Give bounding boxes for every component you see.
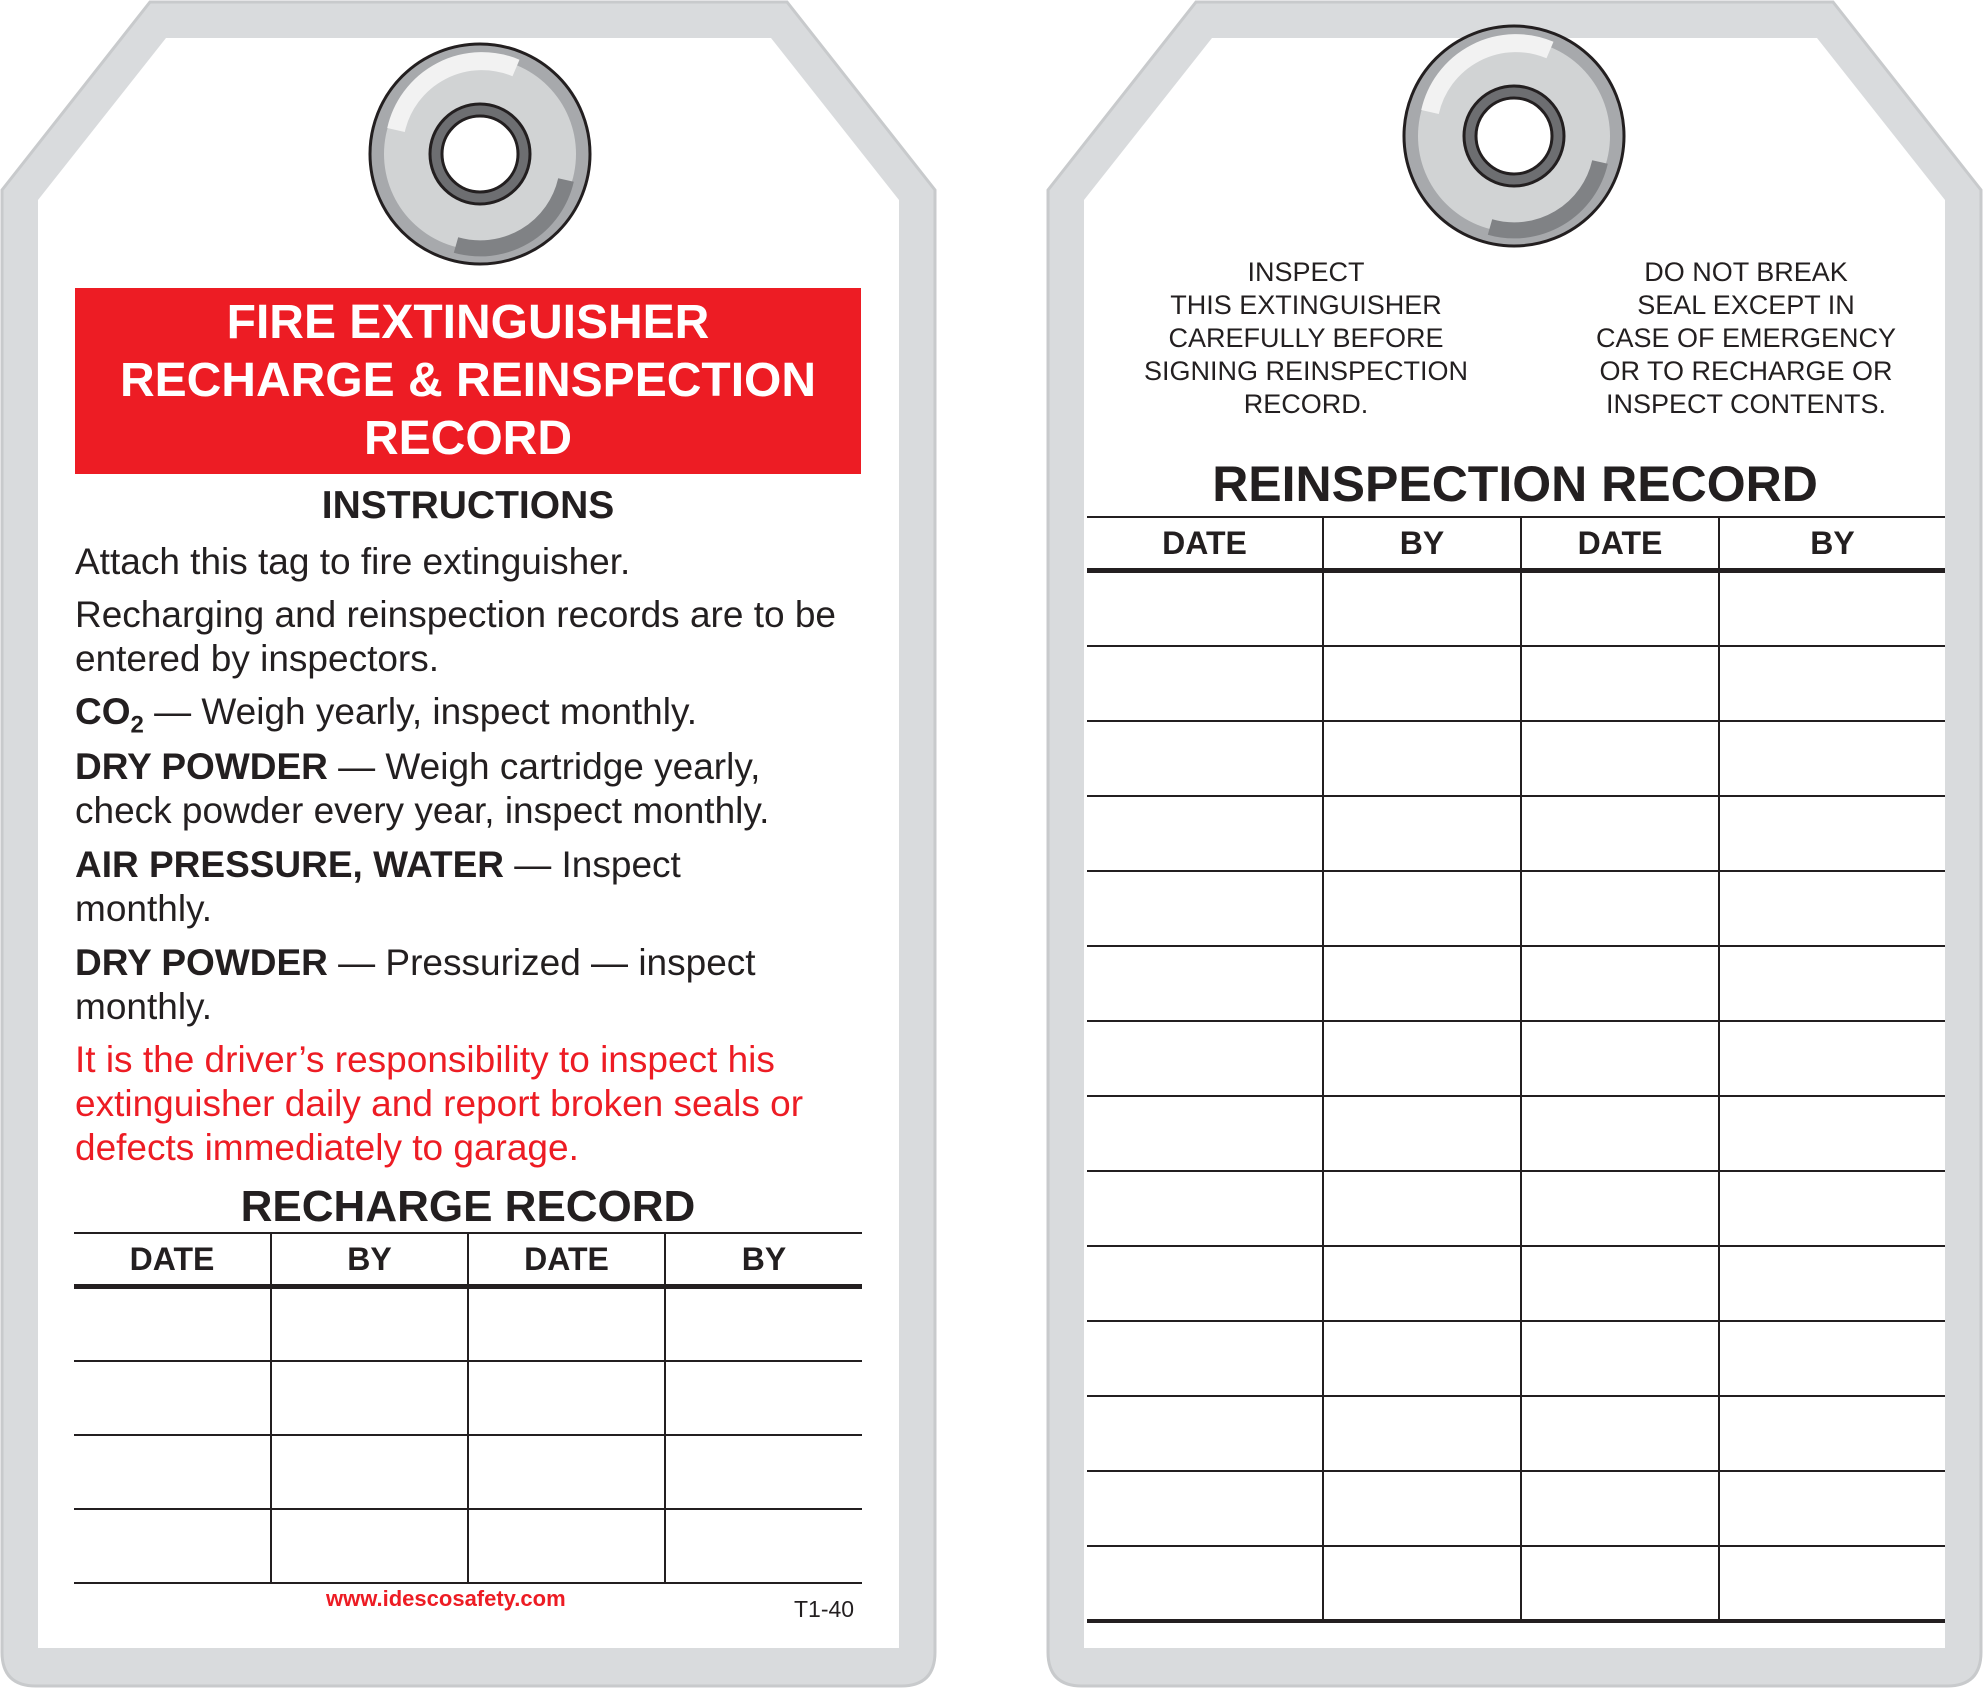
- table-cell[interactable]: [1323, 1396, 1521, 1471]
- table-cell[interactable]: [1323, 1546, 1521, 1621]
- website-link[interactable]: www.idescosafety.com: [326, 1586, 566, 1611]
- table-cell[interactable]: [1521, 721, 1719, 796]
- note-line: INSPECT: [1247, 257, 1365, 287]
- reinspection-record-table: [1087, 516, 1945, 1623]
- table-cell[interactable]: [1323, 646, 1521, 721]
- instruction-air-pressure: [75, 843, 795, 931]
- table-cell[interactable]: [1087, 1546, 1323, 1621]
- table-cell[interactable]: [1719, 1546, 1945, 1621]
- table-cell[interactable]: [1719, 946, 1945, 1021]
- note-line: OR TO RECHARGE OR: [1599, 356, 1893, 386]
- table-cell[interactable]: [74, 1287, 271, 1361]
- table-cell[interactable]: [74, 1435, 271, 1509]
- recharge-record-table: [74, 1232, 862, 1584]
- table-cell[interactable]: [1719, 796, 1945, 871]
- table-cell[interactable]: [1087, 721, 1323, 796]
- table-cell[interactable]: [1521, 1021, 1719, 1096]
- table-cell[interactable]: [271, 1509, 468, 1583]
- table-cell[interactable]: [1323, 1471, 1521, 1546]
- table-row: [1087, 721, 1945, 796]
- table-cell[interactable]: [1719, 1471, 1945, 1546]
- table-row: [1087, 1096, 1945, 1171]
- table-row: [1087, 571, 1945, 646]
- table-cell[interactable]: [1087, 1096, 1323, 1171]
- column-header: BY: [1323, 517, 1521, 571]
- table-header-row: [1087, 517, 1945, 571]
- dry-powder-label: DRY POWDER: [75, 746, 328, 787]
- table-cell[interactable]: [1323, 946, 1521, 1021]
- instruction-attach: Attach this tag to fire extinguisher.: [75, 541, 631, 582]
- table-cell[interactable]: [1521, 796, 1719, 871]
- title-line: RECORD: [363, 412, 572, 465]
- table-row: [74, 1435, 862, 1509]
- table-row: [1087, 871, 1945, 946]
- inspect-note: [1126, 256, 1486, 421]
- table-cell[interactable]: [1521, 1171, 1719, 1246]
- note-line: CAREFULLY BEFORE: [1168, 323, 1444, 353]
- table-cell[interactable]: [1719, 871, 1945, 946]
- table-cell[interactable]: [74, 1361, 271, 1435]
- table-cell[interactable]: [1719, 721, 1945, 796]
- table-cell[interactable]: [1087, 1171, 1323, 1246]
- instruction-co2: [75, 690, 875, 747]
- dry-powder-text: — Weigh cartridge yearly, check powder every year, inspect monthly.: [75, 746, 770, 831]
- table-cell[interactable]: [665, 1287, 862, 1361]
- table-cell[interactable]: [1087, 871, 1323, 946]
- instruction-records: Recharging and reinspection records are to be entered by inspectors.: [75, 594, 837, 679]
- table-cell[interactable]: [665, 1361, 862, 1435]
- grommet-icon: [366, 40, 594, 268]
- table-cell[interactable]: [1521, 1321, 1719, 1396]
- instruction-dry-powder: [75, 745, 865, 833]
- table-cell[interactable]: [271, 1287, 468, 1361]
- table-cell[interactable]: [271, 1435, 468, 1509]
- table-cell[interactable]: [468, 1361, 665, 1435]
- table-row: [74, 1287, 862, 1361]
- table-cell[interactable]: [1087, 1471, 1323, 1546]
- product-code: T1-40: [794, 1596, 855, 1622]
- table-cell[interactable]: [1521, 1396, 1719, 1471]
- table-cell[interactable]: [1719, 1246, 1945, 1321]
- table-cell[interactable]: [1521, 1246, 1719, 1321]
- table-cell[interactable]: [1719, 1321, 1945, 1396]
- title-line: RECHARGE & REINSPECTION: [119, 354, 817, 407]
- table-cell[interactable]: [1087, 646, 1323, 721]
- table-cell[interactable]: [1323, 571, 1521, 646]
- table-cell[interactable]: [1323, 1321, 1521, 1396]
- table-cell[interactable]: [271, 1361, 468, 1435]
- table-cell[interactable]: [1323, 796, 1521, 871]
- table-cell[interactable]: [1087, 796, 1323, 871]
- table-row: [1087, 1546, 1945, 1621]
- co2-subscript: 2: [130, 711, 144, 739]
- table-cell[interactable]: [1323, 1171, 1521, 1246]
- table-cell[interactable]: [468, 1287, 665, 1361]
- note-line: INSPECT CONTENTS.: [1605, 389, 1887, 419]
- table-cell[interactable]: [1719, 571, 1945, 646]
- note-line: CASE OF EMERGENCY: [1595, 323, 1897, 353]
- air-pressure-label: AIR PRESSURE, WATER: [75, 844, 504, 885]
- table-row: [1087, 1321, 1945, 1396]
- table-cell[interactable]: [1719, 1021, 1945, 1096]
- table-cell[interactable]: [1323, 1021, 1521, 1096]
- table-cell[interactable]: [1521, 1546, 1719, 1621]
- table-cell[interactable]: [1521, 1471, 1719, 1546]
- note-line: RECORD.: [1243, 389, 1369, 419]
- column-header: BY: [665, 1233, 862, 1287]
- table-cell[interactable]: [1521, 871, 1719, 946]
- table-row: [1087, 1021, 1945, 1096]
- co2-text: — Weigh yearly, inspect monthly.: [143, 691, 698, 732]
- table-cell[interactable]: [1521, 646, 1719, 721]
- note-line: SIGNING REINSPECTION: [1143, 356, 1469, 386]
- table-cell[interactable]: [1323, 1096, 1521, 1171]
- table-cell[interactable]: [1087, 1396, 1323, 1471]
- table-row: [1087, 796, 1945, 871]
- table-cell[interactable]: [468, 1435, 665, 1509]
- note-line: THIS EXTINGUISHER: [1170, 290, 1442, 320]
- column-header: DATE: [468, 1233, 665, 1287]
- table-cell[interactable]: [1719, 1096, 1945, 1171]
- table-row: [74, 1509, 862, 1583]
- table-cell[interactable]: [74, 1509, 271, 1583]
- reinspection-record-title: REINSPECTION RECORD: [1212, 456, 1818, 512]
- table-cell[interactable]: [1087, 571, 1323, 646]
- pressurized-text: — Pressurized — inspect monthly.: [75, 942, 756, 1027]
- table-cell[interactable]: [1719, 1396, 1945, 1471]
- co2-label: CO: [75, 691, 131, 732]
- table-row: [1087, 1471, 1945, 1546]
- table-row: [1087, 646, 1945, 721]
- table-cell[interactable]: [1323, 1246, 1521, 1321]
- title-line: FIRE EXTINGUISHER: [226, 296, 710, 349]
- column-header: BY: [1719, 517, 1945, 571]
- table-cell[interactable]: [1323, 871, 1521, 946]
- recharge-record-title: RECHARGE RECORD: [240, 1182, 696, 1231]
- table-cell[interactable]: [1521, 571, 1719, 646]
- pressurized-label: DRY POWDER: [75, 942, 328, 983]
- air-pressure-text: — Inspect monthly.: [75, 844, 681, 929]
- table-cell[interactable]: [1087, 1321, 1323, 1396]
- table-cell[interactable]: [665, 1435, 862, 1509]
- table-cell[interactable]: [1087, 1021, 1323, 1096]
- table-cell[interactable]: [468, 1509, 665, 1583]
- column-header: DATE: [74, 1233, 271, 1287]
- table-header-row: [74, 1233, 862, 1287]
- tag-back: [1046, 0, 1983, 1688]
- table-row: [1087, 1171, 1945, 1246]
- column-header: BY: [271, 1233, 468, 1287]
- title-band: [75, 288, 861, 474]
- instructions-heading: INSTRUCTIONS: [321, 484, 615, 527]
- table-row: [74, 1361, 862, 1435]
- seal-note: [1566, 256, 1926, 421]
- table-cell[interactable]: [665, 1509, 862, 1583]
- table-row: [1087, 1396, 1945, 1471]
- grommet-icon: [1400, 22, 1628, 250]
- table-cell[interactable]: [1087, 1246, 1323, 1321]
- column-header: DATE: [1087, 517, 1323, 571]
- driver-warning: It is the driver’s responsibility to inspect his extinguisher daily and report broken seals or defects immediately to garage.: [75, 1039, 804, 1168]
- table-row: [1087, 1246, 1945, 1321]
- table-cell[interactable]: [1087, 946, 1323, 1021]
- table-cell[interactable]: [1719, 646, 1945, 721]
- table-cell[interactable]: [1521, 946, 1719, 1021]
- table-cell[interactable]: [1323, 721, 1521, 796]
- table-cell[interactable]: [1521, 1096, 1719, 1171]
- tag-front: [0, 0, 937, 1688]
- note-line: DO NOT BREAK: [1644, 257, 1848, 287]
- note-line: SEAL EXCEPT IN: [1637, 290, 1855, 320]
- column-header: DATE: [1521, 517, 1719, 571]
- table-row: [1087, 946, 1945, 1021]
- instruction-pressurized: [75, 941, 865, 1029]
- table-cell[interactable]: [1719, 1171, 1945, 1246]
